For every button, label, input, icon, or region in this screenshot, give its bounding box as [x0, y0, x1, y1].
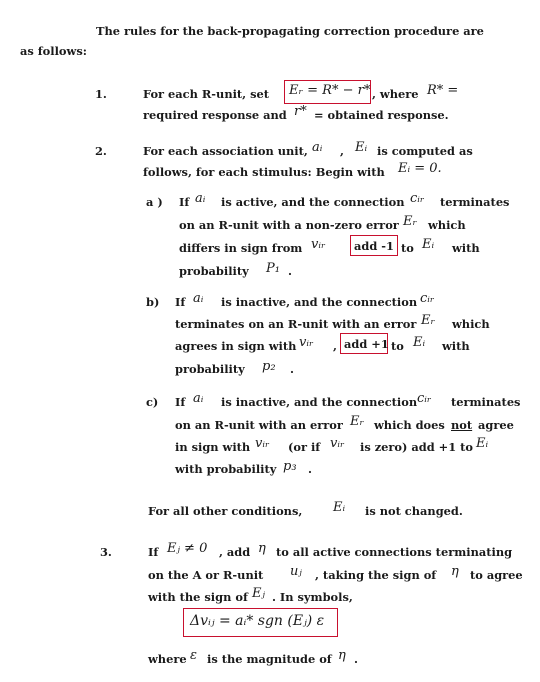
- other-ei: Eᵢ: [333, 500, 346, 515]
- rule-3-l1c: to all active connections terminating: [276, 545, 513, 559]
- sub-a-l3a: differs in sign from: [179, 241, 303, 255]
- rule-3-eta: η: [258, 541, 266, 556]
- intro-line-1: The rules for the back-propagating correction procedure are: [96, 24, 484, 38]
- rule-3-eta2: η: [451, 564, 459, 579]
- sub-c-l3b: (or if: [288, 440, 321, 454]
- rule-3-l2b: , taking the sign of: [315, 568, 437, 582]
- rule-3-l1b: , add: [219, 545, 251, 559]
- sub-b-label: b): [146, 295, 160, 309]
- rule-3-l3b: . In symbols,: [272, 590, 353, 604]
- rule-3-uj: uⱼ: [290, 564, 302, 579]
- sub-c-label: c): [146, 395, 159, 409]
- sub-c-not: not: [451, 418, 473, 432]
- sub-b-l1a: If: [175, 295, 186, 309]
- other-text-b: is not changed.: [365, 504, 463, 518]
- sub-c-ai: aᵢ: [193, 391, 204, 406]
- rule-3-l2c: to agree: [470, 568, 523, 582]
- rule-3-l5b: is the magnitude of: [207, 652, 332, 666]
- sub-c-ei: Eᵢ: [476, 436, 489, 451]
- sub-a-boxed: add -1: [354, 239, 394, 253]
- rule-1-line-2b: = obtained response.: [314, 108, 449, 122]
- sub-c-vir2: vᵢᵣ: [330, 436, 345, 451]
- sub-c-l3a: in sign with: [175, 440, 251, 454]
- rule-3-formula: Δvᵢⱼ = aᵢ* sgn (Eⱼ) ε: [190, 613, 325, 629]
- rule-3-number: 3.: [100, 545, 112, 559]
- sub-c-l1a: If: [175, 395, 186, 409]
- sub-b-l1b: is inactive, and the connection: [221, 295, 418, 309]
- rule-3-ej: Eⱼ ≠ 0: [167, 541, 208, 556]
- sub-c-dot: .: [308, 462, 312, 476]
- rule-2-text-b: is computed as: [377, 144, 473, 158]
- other-text-a: For all other conditions,: [148, 504, 303, 518]
- sub-a-dot: .: [288, 264, 292, 278]
- rule-1-formula: Eᵣ = R* − r*: [289, 83, 371, 98]
- sub-c-l2c: agree: [478, 418, 514, 432]
- rule-2-ei: Eᵢ: [355, 140, 368, 155]
- sub-b-comma: ,: [333, 339, 337, 353]
- sub-c-l1b: is inactive, and the connection: [221, 395, 418, 409]
- sub-c-l3c: is zero) add +1 to: [360, 440, 473, 454]
- sub-a-l1a: If: [179, 195, 190, 209]
- sub-c-l2a: on an R-unit with an error: [175, 418, 343, 432]
- sub-a-l1b: is active, and the connection: [221, 195, 405, 209]
- sub-a-l2a: on an R-unit with a non-zero error: [179, 218, 399, 232]
- rule-2-line-2: follows, for each stimulus: Begin with: [143, 165, 385, 179]
- rule-2-number: 2.: [95, 144, 107, 158]
- sub-a-l4: probability: [179, 264, 249, 278]
- sub-b-p: p₂: [262, 359, 276, 374]
- sub-c-er: Eᵣ: [350, 414, 365, 429]
- sub-b-l2b: which: [452, 317, 490, 331]
- sub-b-l4: probability: [175, 362, 245, 376]
- sub-b-l3a: agrees in sign with: [175, 339, 297, 353]
- sub-a-er: Eᵣ: [403, 214, 418, 229]
- sub-c-l1c: terminates: [451, 395, 521, 409]
- rule-3-eta3: η: [338, 648, 346, 663]
- sub-a-l1c: terminates: [440, 195, 510, 209]
- sub-b-er: Eᵣ: [421, 313, 436, 328]
- sub-a-l3c: with: [452, 241, 480, 255]
- sub-b-ai: aᵢ: [193, 291, 204, 306]
- sub-c-cir: cᵢᵣ: [417, 391, 432, 406]
- rule-1-text-a: For each R-unit, set: [143, 87, 270, 101]
- sub-b-ei: Eᵢ: [413, 335, 426, 350]
- rule-1-text-b: , where: [372, 87, 419, 101]
- sub-c-vir: vᵢᵣ: [255, 436, 270, 451]
- rule-3-l1a: If: [148, 545, 159, 559]
- sub-a-l3b: to: [401, 241, 414, 255]
- rule-3-dot: .: [354, 652, 358, 666]
- rule-3-l2a: on the A or R-unit: [148, 568, 264, 582]
- rule-1-r-obtained: r*: [294, 104, 307, 119]
- sub-b-l3b: to: [391, 339, 404, 353]
- sub-b-cir: cᵢᵣ: [420, 291, 435, 306]
- sub-a-cir: cᵢᵣ: [410, 191, 425, 206]
- rule-3-l3a: with the sign of: [148, 590, 248, 604]
- rule-1-line-2: required response and: [143, 108, 287, 122]
- rule-3-ej2: Eⱼ: [252, 586, 265, 601]
- sub-a-ei: Eᵢ: [422, 237, 435, 252]
- sub-b-l2a: terminates on an R-unit with an error: [175, 317, 417, 331]
- sub-c-l2b: which does: [374, 418, 445, 432]
- sub-a-ai: aᵢ: [195, 191, 206, 206]
- intro-line-2: as follows:: [20, 44, 87, 58]
- sub-b-l3c: with: [442, 339, 470, 353]
- sub-c-l4: with probability: [175, 462, 277, 476]
- sub-b-vir: vᵢᵣ: [299, 335, 314, 350]
- rule-2-ai: aᵢ: [312, 140, 323, 155]
- sub-b-dot: .: [290, 362, 294, 376]
- rule-1-rstar: R* =: [427, 83, 459, 98]
- sub-a-vir: vᵢᵣ: [311, 237, 326, 252]
- rule-2-text-a: For each association unit,: [143, 144, 308, 158]
- rule-3-eps: ε: [190, 648, 197, 663]
- rule-2-begin: Eᵢ = 0.: [398, 161, 442, 176]
- sub-a-p: P₁: [266, 261, 280, 276]
- sub-a-l2b: which: [428, 218, 466, 232]
- rule-1-number: 1.: [95, 87, 107, 101]
- sub-a-label: a ): [146, 195, 163, 209]
- sub-c-p: p₃: [283, 459, 297, 474]
- rule-3-l5a: where: [148, 652, 187, 666]
- sub-b-boxed: add +1: [344, 337, 389, 351]
- rule-2-comma: ,: [340, 144, 344, 158]
